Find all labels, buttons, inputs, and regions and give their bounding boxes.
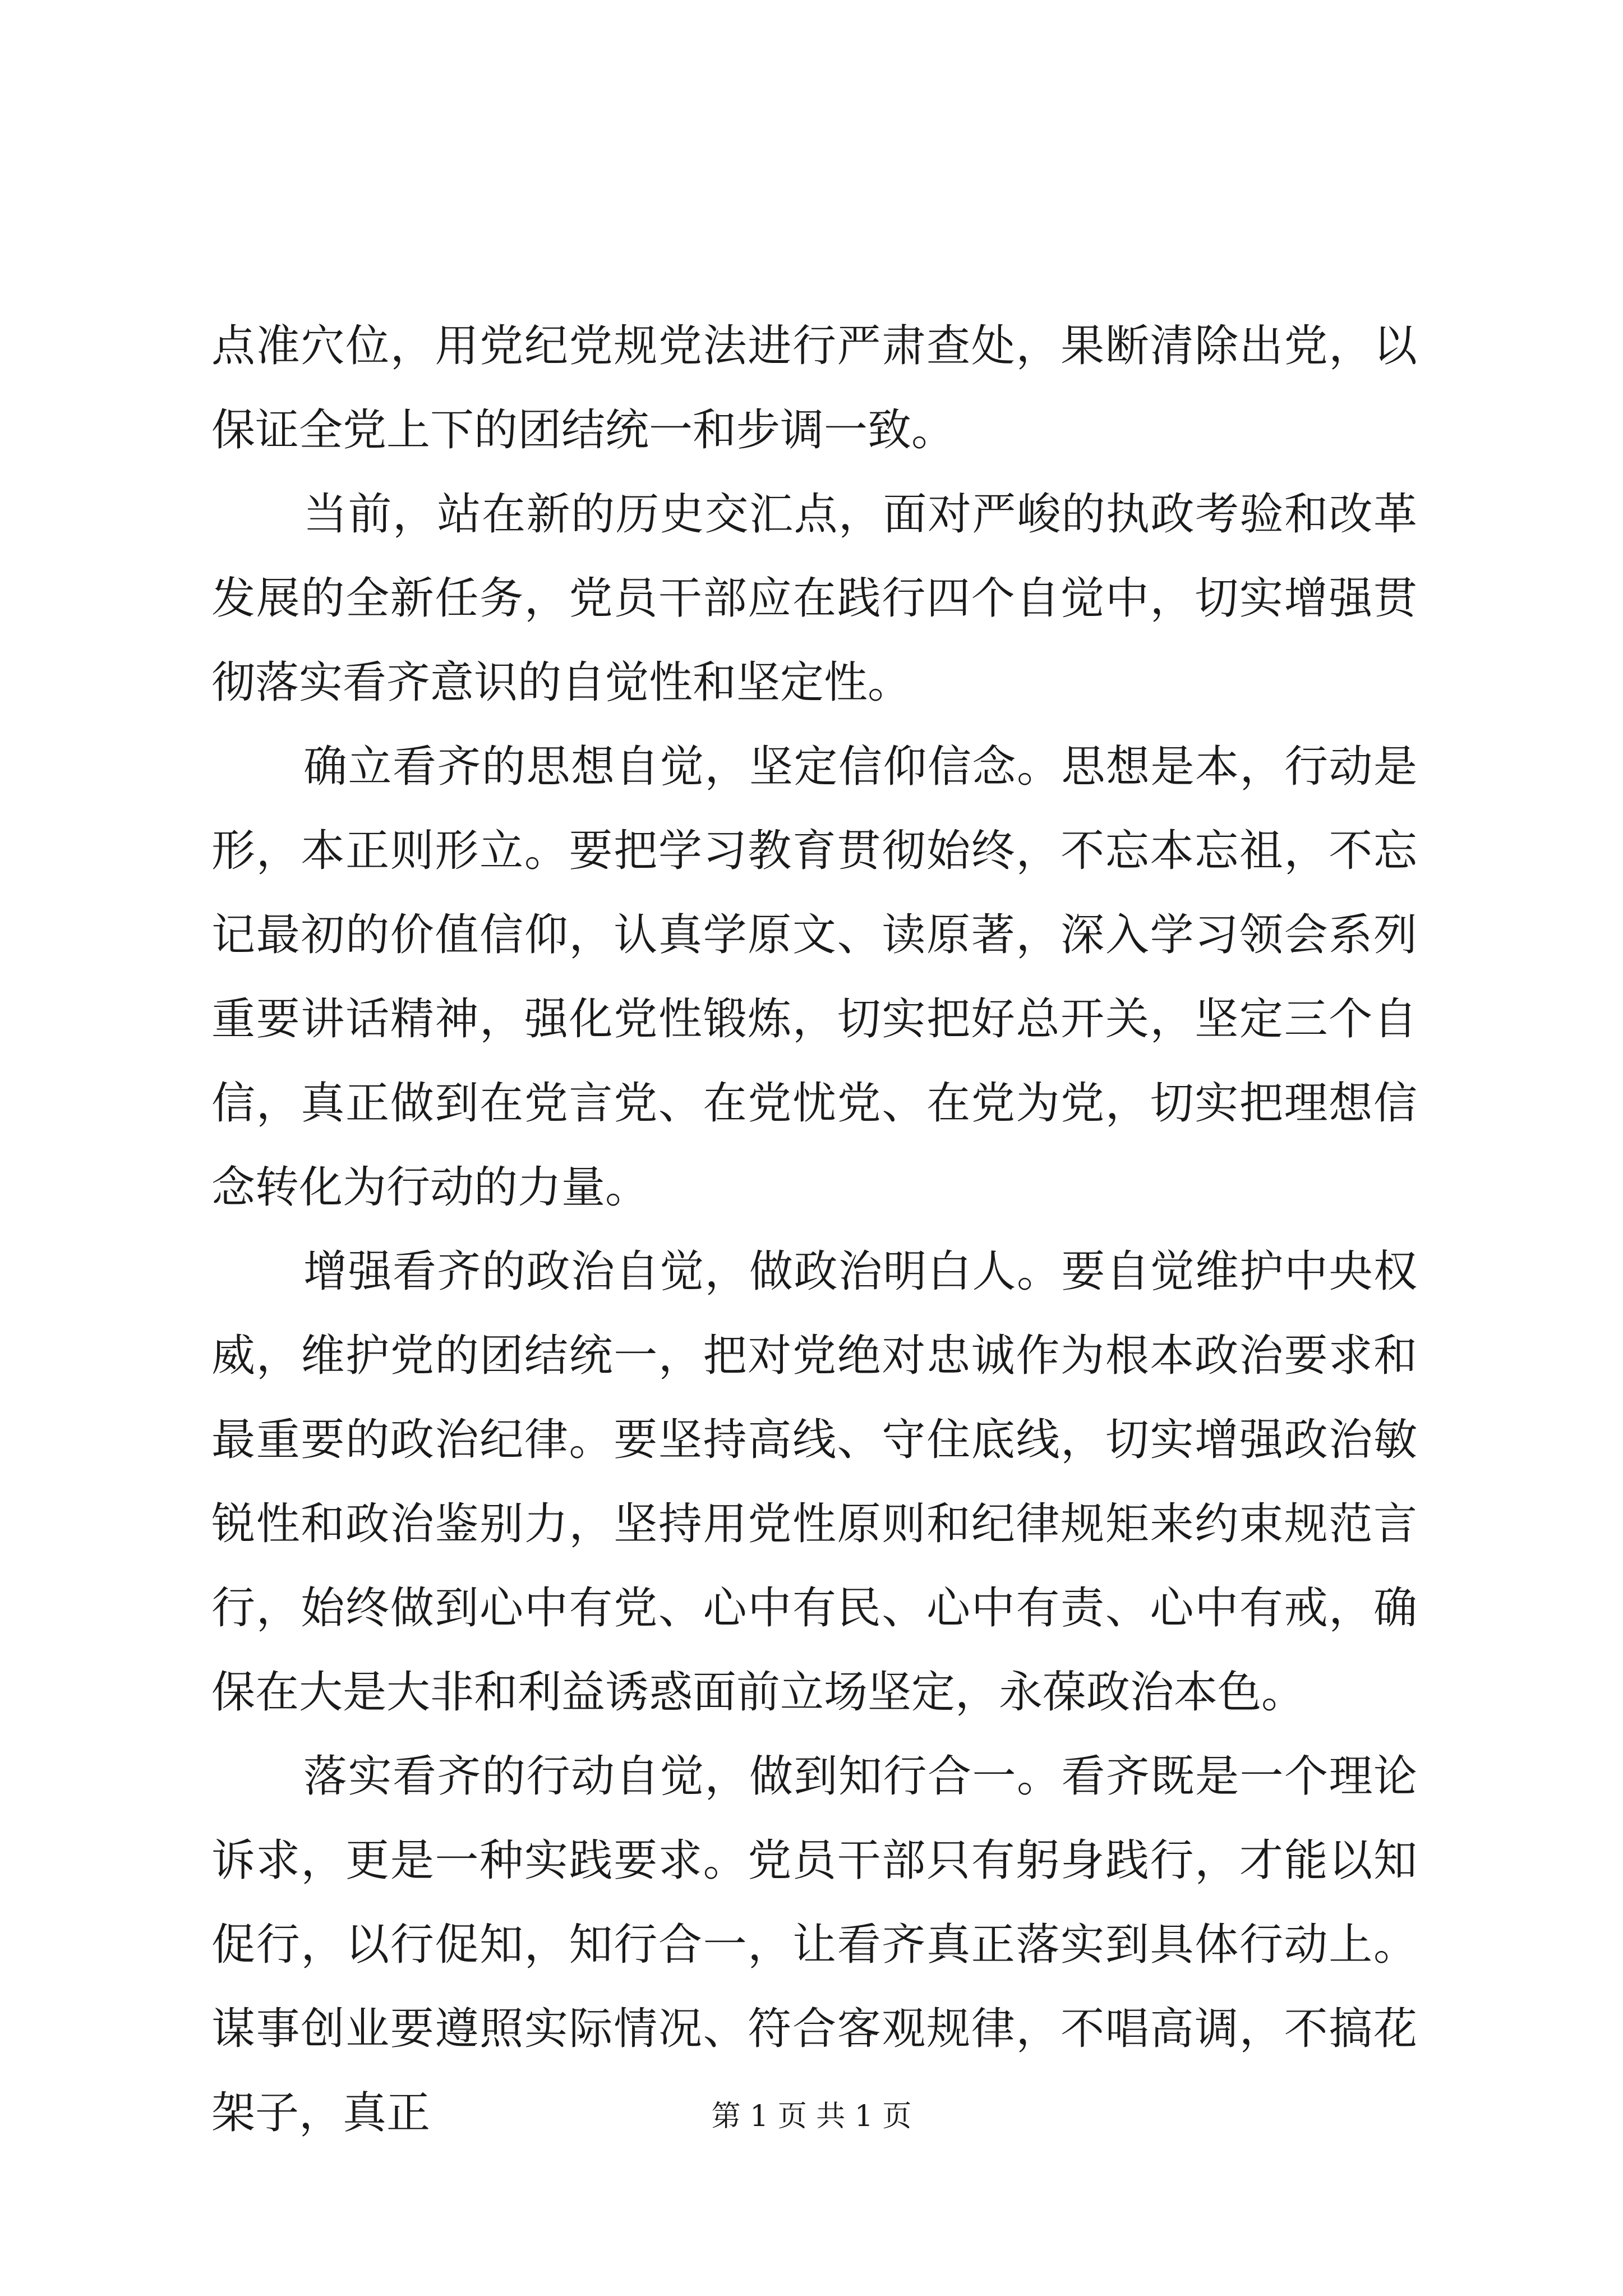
page-footer: 第 1 页 共 1 页	[711, 2100, 912, 2133]
paragraph-continuation: 点准穴位，用党纪党规党法进行严肃查处，果断清除出党，以保证全党上下的团结统一和步调一致。	[211, 321, 1417, 455]
paragraph-intro: 当前，站在新的历史交汇点，面对严峻的执政考验和改革发展的全新任务，党员干部应在践行四个自觉中，切实增强贯彻落实看齐意识的自觉性和坚定性。	[211, 489, 1417, 708]
paragraph-action-awareness: 落实看齐的行动自觉，做到知行合一。看齐既是一个理论诉求，更是一种实践要求。党员干部只有躬身践行，才能以知促行，以行促知，知行合一，让看齐真正落实到具体行动上。谋事创业要遵照实际情况、符合客观规律，不唱高调，不搞花架子，真正	[211, 1751, 1417, 2138]
document-body	[211, 304, 1417, 2155]
paragraph-thought-awareness: 确立看齐的思想自觉，坚定信仰信念。思想是本，行动是形，本正则形立。要把学习教育贯彻始终，不忘本忘祖，不忘记最初的价值信仰，认真学原文、读原著，深入学习领会系列重要讲话精神，强化党性锻炼，切实把好总开关，坚定三个自信，真正做到在党言党、在党忧党、在党为党，切实把理想信念转化为行动的力量。	[211, 742, 1417, 1213]
paragraph-political-awareness: 增强看齐的政治自觉，做政治明白人。要自觉维护中央权威，维护党的团结统一，把对党绝对忠诚作为根本政治要求和最重要的政治纪律。要坚持高线、守住底线，切实增强政治敏锐性和政治鉴别力，坚持用党性原则和纪律规矩来约束规范言行，始终做到心中有党、心中有民、心中有责、心中有戒，确保在大是大非和利益诱惑面前立场坚定，永葆政治本色。	[211, 1246, 1417, 1718]
